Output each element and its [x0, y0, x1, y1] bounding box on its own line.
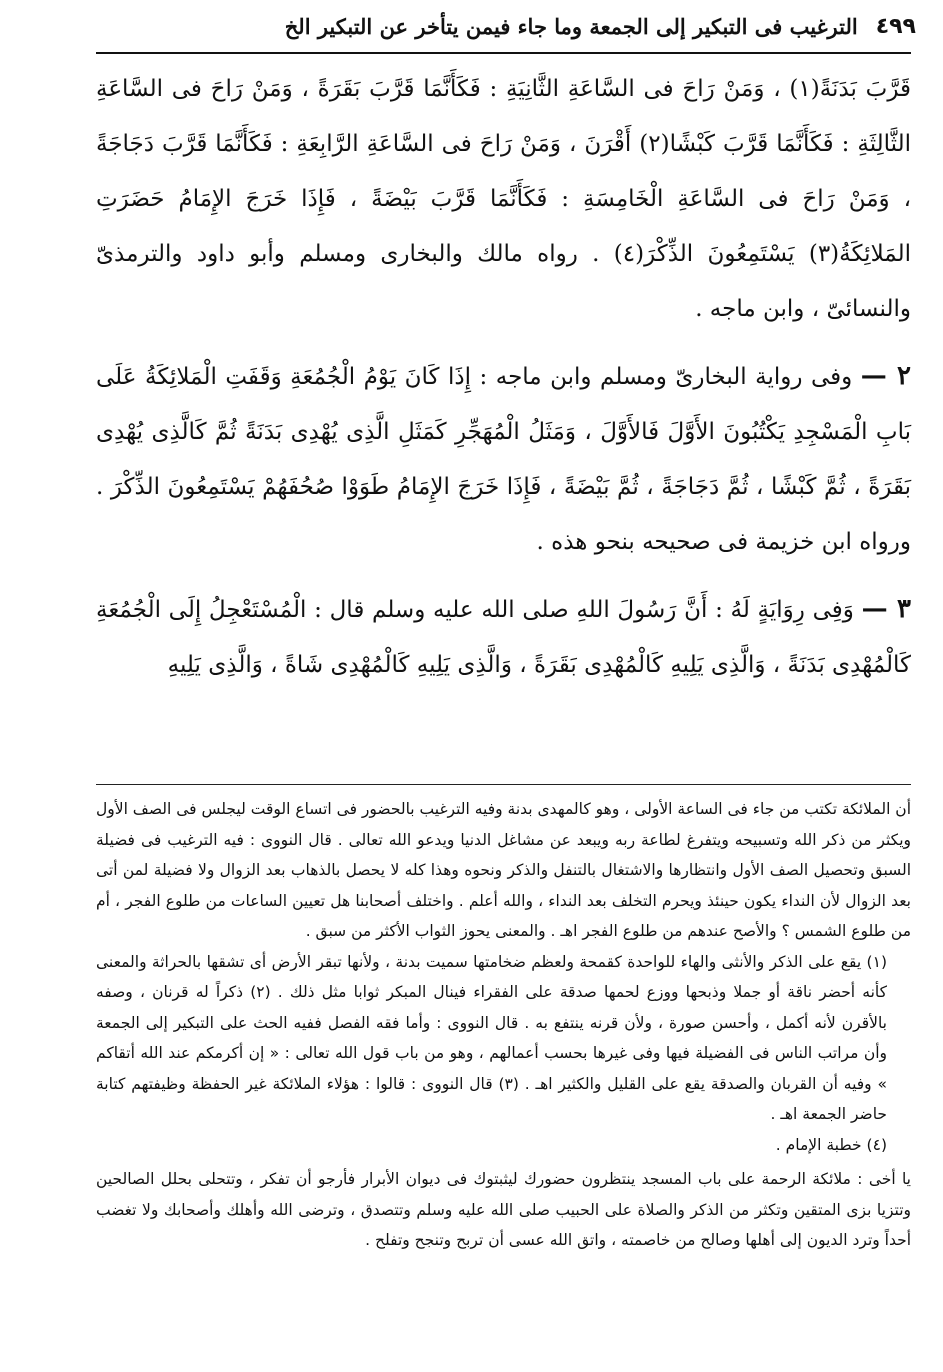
closing-exhortation: يا أخى : ملائكة الرحمة على باب المسجد ينتظرون حضورك ليثبتوك فى ديوان الأبرار فأرجو أن تفكر ، وتتحلى بحلل الصالحين وتتزيا بزى المتقين وتكثر من الذكر والصلاة على الحبيب صلى الله عليه وسلم وتتصدق ، وترضى الله وأهلك وأصحابك ولا تغضب أحداً وترد الديون إلى أهلها وصالح من خاصمته ، واتق الله عسى أن تربح وتنجح وتفلح . [96, 1170, 911, 1249]
main-text [96, 62, 911, 705]
hadith-2-text: وفى رواية البخارىّ ومسلم وابن ماجه : إِذَا كَانَ يَوْمُ الْجُمُعَةِ وَقَفَتِ الْمَلائِكَةُ عَلَى بَابِ الْمَسْجِدِ يَكْتُبُونَ الأَوَّلَ فَالأَوَّلَ ، وَمَثَلُ الْمُهَجِّرِ كَمَثَلِ الَّذِى يُهْدِى بَدَنَةً ثُمَّ كَالَّذِى يُهْدِى بَقَرَةً ، ثُمَّ كَبْشًا ، ثُمَّ دَجَاجَةً ، ثُمَّ بَيْضَةً ، فَإِذَا خَرَجَ الإِمَامُ طَوَوْا صُحُفَهُمْ يَسْتَمِعُونَ الذِّكْرَ . ورواه ابن خزيمة فى صحيحه بنحو هذه . [96, 364, 911, 555]
footnote-4: (٤) خطبة الإمام . [775, 1135, 887, 1154]
hadith-3-number: ٣ — [861, 594, 911, 624]
page-number: ٤٩٩ [875, 13, 916, 39]
footnotes [96, 794, 911, 1256]
page-header [96, 4, 916, 48]
header-rule [96, 52, 911, 54]
running-title: الترغيب فى التبكير إلى الجمعة وما جاء فيمن يتأخر عن التبكير الخ [284, 13, 858, 39]
footnote-separator [96, 784, 911, 785]
footnote-1-3: (١) يقع على الذكر والأنثى والهاء للواحدة كقمحة ولعظم ضخامتها سميت بدنة ، ولأنها تبقر الأرض أى تشقها بالحراثة والمعنى كأنه أحضر ناقة أو جملا وذبحها ووزع لحمها صدقة على الفقراء فينال المبكر ثوابا مثل ذلك . (٢) ذكراً له قرنان ، وصفه بالأقرن لأنه أكمل ، وأحسن صورة ، ولأن قرنه ينتفع به . قال النووى : وأما فقه الفصل ففيه الحث على التبكير إلى الجمعة وأن مراتب الناس فى الفضيلة فيها وفى غيرها بحسب أعمالهم ، وهو من باب قول الله تعالى : « إن أكرمكم عند الله أتقاكم » وفيه أن القربان والصدقة يقع على القليل والكثير اهـ . (٣) قال النووى : قالوا : هؤلاء الملائكة غير الحفظة وظيفتهم كتابة حاضر الجمعة اهـ . [96, 952, 887, 1123]
commentary-paragraph: أن الملائكة تكتب من جاء فى الساعة الأولى ، وهو كالمهدى بدنة وفيه الترغيب بالحضور فى اتساع الوقت ليجلس فى الصف الأول ويكثر من ذكر الله وتسبيحه ويتفرغ لطاعة ربه ويبعد عن مشاغل الدنيا ويدعو الله تعالى . قال النووى : فيه الترغيب فى فضيلة السبق وتحصيل الصف الأول وانتظارها والاشتغال بالتنفل والذكر ونحوه وهذا كله لا يحصل بالذهاب بعد الزوال ولا فضيلة لمن أتى بعد الزوال لأن النداء يكون حينئذ ويحرم التخلف بعد النداء ، والله أعلم . واختلف أصحابنا هل تعيين الساعات من طلوع الفجر ، أم من طلوع الشمس ؟ والأصح عندهم من طلوع الفجر اهـ . والمعنى يحوز الثواب الأكثر من سبق . [95, 800, 911, 940]
hadith-1-continuation: قَرَّبَ بَدَنَةً(١) ، وَمَنْ رَاحَ فى السَّاعَةِ الثَّانِيَةِ : فَكَأَنَّمَا قَرَّبَ بَقَرَةً ، وَمَنْ رَاحَ فى السَّاعَةِ الثَّالِثَةِ : فَكَأَنَّمَا قَرَّبَ كَبْشًا(٢) أَقْرَنَ ، وَمَنْ رَاحَ فى السَّاعَةِ الرَّابِعَةِ : فَكَأَنَّمَا قَرَّبَ دَجَاجَةً ، وَمَنْ رَاحَ فى السَّاعَةِ الْخَامِسَةِ : فَكَأَنَّمَا قَرَّبَ بَيْضَةً ، فَإِذَا خَرَجَ الإِمَامُ حَضَرَتِ المَلائِكَةُ(٣) يَسْتَمِعُونَ الذِّكْرَ(٤) . رواه مالك والبخارى ومسلم وأبو داود والترمذىّ والنسائىّ ، وابن ماجه . [96, 76, 912, 322]
hadith-2-number: ٢ — [860, 361, 911, 391]
hadith-2 [96, 349, 911, 570]
hadith-3 [96, 582, 911, 693]
hadith-3-text: وَفِى رِوَايَةٍ لَهُ : أَنَّ رَسُولَ اللهِ صلى الله عليه وسلم قال : الْمُسْتَعْجِلُ إِلَى الْجُمُعَةِ كَالْمُهْدِى بَدَنَةً ، وَالَّذِى يَلِيهِ كَالْمُهْدِى بَقَرَةً ، وَالَّذِى يَلِيهِ كَالْمُهْدِى شَاةً ، وَالَّذِى يَلِيهِ [96, 597, 911, 678]
